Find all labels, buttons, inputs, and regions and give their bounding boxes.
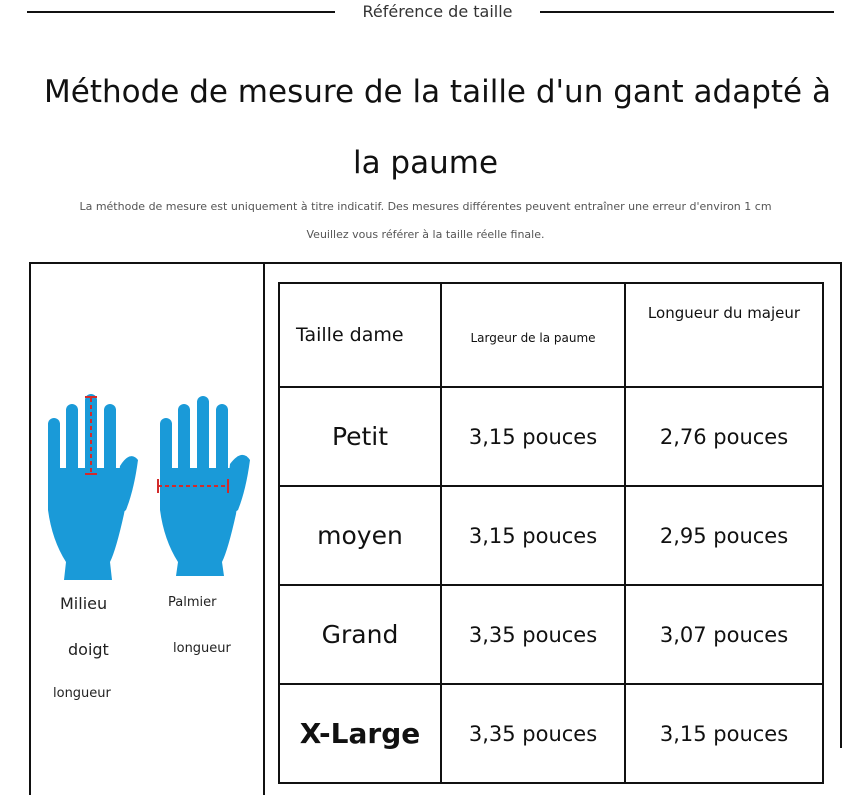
left-hand-caption-line-3: longueur (53, 686, 111, 701)
size-name: X-Large (279, 684, 441, 783)
header-rule-left (27, 11, 335, 13)
palm-width-value: 3,15 pouces (441, 486, 625, 585)
frame-left-border (29, 262, 31, 795)
header-label: Référence de taille (362, 2, 513, 21)
hand-illustrations (44, 390, 254, 590)
palm-width-value: 3,35 pouces (441, 585, 625, 684)
middle-finger-value: 2,95 pouces (625, 486, 823, 585)
table-row (279, 684, 823, 783)
page-title-line-2: la paume (352, 145, 499, 181)
header-size: Taille dame (279, 283, 441, 387)
left-hand-caption-line-1: Milieu (60, 594, 108, 613)
frame-right-border (840, 262, 842, 748)
table-row (279, 486, 823, 585)
table-row (279, 585, 823, 684)
frame-divider (263, 262, 265, 795)
hand-middle-finger-measure-icon (48, 394, 138, 580)
right-hand-caption-line-2: longueur (173, 641, 231, 656)
frame-top-border (29, 262, 842, 264)
hand-palm-width-measure-icon (158, 396, 250, 576)
table-header-row (279, 283, 823, 387)
right-hand-caption-line-1: Palmier (168, 595, 217, 610)
reference-note: Veuillez vous référer à la taille réelle finale. (306, 228, 545, 241)
size-name: Petit (279, 387, 441, 486)
disclaimer-note: La méthode de mesure est uniquement à titre indicatif. Des mesures différentes peuvent entraîner une erreur d'environ 1 cm (79, 200, 772, 213)
header-palm-width: Largeur de la paume (441, 283, 625, 387)
middle-finger-value: 3,15 pouces (625, 684, 823, 783)
middle-finger-value: 2,76 pouces (625, 387, 823, 486)
header-rule-right (540, 11, 834, 13)
palm-width-value: 3,35 pouces (441, 684, 625, 783)
table-row (279, 387, 823, 486)
left-hand-caption-line-2: doigt (68, 640, 109, 659)
size-name: moyen (279, 486, 441, 585)
palm-width-value: 3,15 pouces (441, 387, 625, 486)
size-table (278, 282, 824, 784)
header-middle-finger-length: Longueur du majeur (625, 283, 823, 387)
middle-finger-value: 3,07 pouces (625, 585, 823, 684)
page-title-line-1: Méthode de mesure de la taille d'un gant adapté à (44, 74, 831, 110)
size-name: Grand (279, 585, 441, 684)
